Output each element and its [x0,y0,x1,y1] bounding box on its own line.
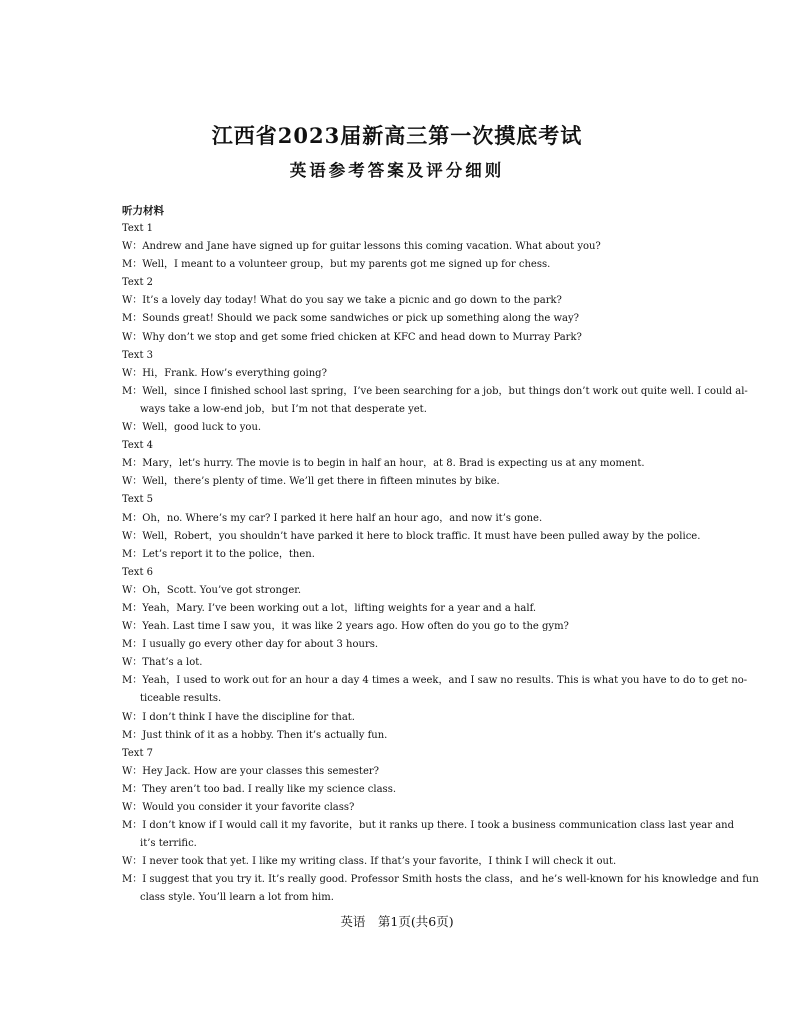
text-heading: Text 6 [122,566,154,578]
dialogue-line: M：They aren’t too bad. I really like my science class. [122,783,396,795]
dialogue-line: M：Well，I meant to a volunteer group，but my parents got me signed up for chess. [122,259,551,271]
dialogue-line: class style. You’ll learn a lot from him. [140,892,334,904]
text-heading: Text 1 [122,223,154,234]
dialogue-line: W：Well，good luck to you. [122,422,262,434]
section-heading: 听力材料 [122,205,164,217]
dialogue-line: M：I suggest that you try it. It’s really good. Professor Smith hosts the class，and he’s well-known for his knowledge and fun [122,874,759,886]
dialogue-line: W：Well，Robert，you shouldn’t have parked it here to block traffic. It must have been pulled away by the police. [122,530,701,542]
page-footer: 英语 第1页(共6页) [340,914,454,929]
text-heading: Text 7 [122,747,154,759]
dialogue-line: M：Yeah，I used to work out for an hour a day 4 times a week，and I saw no results. This is what you have to do to get no- [122,675,748,687]
dialogue-line: it’s terrific. [140,838,197,850]
dialogue-line: ticeable results. [140,693,222,705]
transcript-body [122,220,759,908]
dialogue-line: W：Would you consider it your favorite class? [122,802,355,813]
page-title: 江西省2023届新高三第一次摸底考试 [211,123,583,148]
dialogue-line: M：Oh，no. Where’s my car? I parked it here half an hour ago，and now it’s gone. [122,512,543,524]
dialogue-line: W：Yeah. Last time I saw you，it was like 2 years ago. How often do you go to the gym? [122,621,569,633]
text-heading: Text 4 [122,440,154,452]
dialogue-line: W：I don’t think I have the discipline for that. [122,711,355,723]
dialogue-line: W：Hey Jack. How are your classes this semester? [122,765,380,777]
dialogue-line: M：Yeah，Mary. I’ve been working out a lot，lifting weights for a year and a half. [122,602,537,614]
dialogue-line: M：Well，since I finished school last spring，I’ve been searching for a job，but things don’t work out quite well. I could al- [122,385,748,397]
dialogue-line: W：It’s a lovely day today! What do you say we take a picnic and go down to the park? [122,295,562,307]
dialogue-line: M：Let’s report it to the police，then. [122,548,315,560]
dialogue-line: M：I usually go every other day for about 3 hours. [122,639,379,651]
text-heading: Text 2 [122,277,154,289]
dialogue-line: W：Hi，Frank. How’s everything going? [122,367,327,379]
text-heading: Text 5 [122,494,154,506]
dialogue-line: M：Mary，let’s hurry. The movie is to begin in half an hour，at 8. Brad is expecting us at any moment. [122,458,645,470]
dialogue-line: M：Just think of it as a hobby. Then it’s actually fun. [122,729,388,741]
dialogue-line: M：Sounds great! Should we pack some sandwiches or pick up something along the way? [122,313,580,325]
dialogue-line: W：Well，there’s plenty of time. We’ll get there in fifteen minutes by bike. [122,476,500,488]
text-heading: Text 3 [122,349,154,361]
page-subtitle: 英语参考答案及评分细则 [289,161,505,180]
dialogue-line: W：Oh，Scott. You’ve got stronger. [122,584,302,596]
dialogue-line: W：I never took that yet. I like my writing class. If that’s your favorite，I think I will check it out. [122,856,617,868]
dialogue-line: ways take a low-end job，but I’m not that desperate yet. [140,403,427,415]
dialogue-line: W：That’s a lot. [122,657,203,669]
dialogue-line: W：Why don’t we stop and get some fried chicken at KFC and head down to Murray Park? [122,331,582,343]
dialogue-line: W：Andrew and Jane have signed up for guitar lessons this coming vacation. What about you? [122,241,601,253]
dialogue-line: M：I don’t know if I would call it my favorite，but it ranks up there. I took a business communication class last year and [122,820,735,832]
